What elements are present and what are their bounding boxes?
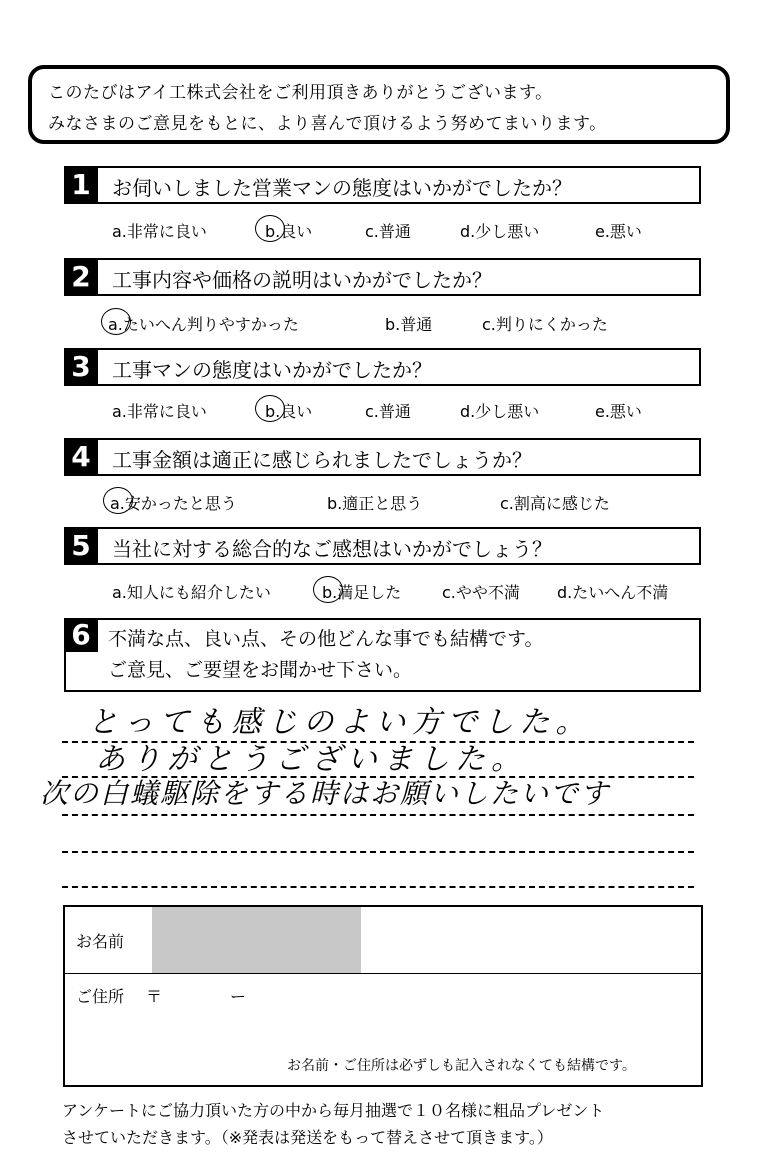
q2-option-b[interactable]: b.普通 [385, 315, 433, 334]
name-field-redacted[interactable] [152, 907, 361, 973]
q3-option-d[interactable]: d.少し悪い [460, 402, 540, 421]
q3-option-a[interactable]: a.非常に良い [112, 402, 207, 421]
question-3-text: 工事マンの態度はいかがでしたか？ [112, 358, 432, 382]
q5-option-c[interactable]: c.やや不満 [442, 583, 520, 602]
question-1-text: お伺いしました営業マンの態度はいかがでしたか？ [112, 176, 572, 200]
answer-line-4 [62, 851, 694, 853]
answer-line-3 [62, 814, 694, 816]
q5-option-a[interactable]: a.知人にも紹介したい [112, 583, 271, 602]
q3-option-b[interactable]: b.良い [265, 402, 313, 421]
q4-option-b[interactable]: b.適正と思う [327, 494, 423, 513]
intro-line-1: このたびはアイ工株式会社をご利用頂きありがとうございます。 [48, 83, 553, 103]
q4-option-c[interactable]: c.割高に感じた [500, 494, 610, 513]
question-2-number: 2 [64, 258, 98, 296]
name-label: お名前 [76, 932, 125, 951]
footer-line-1: アンケートにご協力頂いた方の中から毎月抽選で１０名様に粗品プレゼント [62, 1101, 605, 1120]
question-6-line-2: ご意見、ご要望をお聞かせ下さい。 [108, 659, 413, 681]
privacy-note: お名前・ご住所は必ずしも記入されなくても結構です。 [287, 1058, 636, 1074]
question-1-number: 1 [64, 166, 98, 204]
question-2-text: 工事内容や価格の説明はいかがでしたか？ [112, 268, 492, 292]
q1-option-a[interactable]: a.非常に良い [112, 222, 207, 241]
q1-selected-circle [255, 215, 285, 242]
q5-selected-circle [313, 576, 343, 603]
q1-option-b[interactable]: b.良い [265, 222, 313, 241]
q2-option-a[interactable]: a.たいへん判りやすかった [108, 315, 299, 334]
question-5-number: 5 [64, 527, 98, 565]
handwritten-line-1: とっても感じのよい方でした。 [88, 705, 592, 740]
q3-selected-circle [255, 395, 285, 422]
form-divider [64, 973, 702, 974]
postal-mark: 〒 [146, 987, 163, 1006]
intro-box [28, 65, 730, 144]
postal-dash: ー [230, 987, 247, 1006]
question-4-text: 工事金額は適正に感じられましたでしょうか？ [112, 448, 532, 472]
handwritten-line-2: ありがとうございました。 [95, 742, 527, 777]
question-3-number: 3 [64, 348, 98, 386]
answer-line-5 [62, 886, 694, 888]
q3-option-c[interactable]: c.普通 [365, 402, 411, 421]
q5-option-b[interactable]: b.満足した [322, 583, 402, 602]
q1-option-c[interactable]: c.普通 [365, 222, 411, 241]
question-4-number: 4 [64, 438, 98, 476]
q1-option-e[interactable]: e.悪い [595, 222, 642, 241]
q4-option-a[interactable]: a.安かったと思う [110, 494, 237, 513]
q4-selected-circle [103, 487, 133, 514]
q5-option-d[interactable]: d.たいへん不満 [557, 583, 669, 602]
question-6-number: 6 [64, 618, 98, 652]
question-5-text: 当社に対する総合的なご感想はいかがでしょう？ [112, 537, 552, 561]
footer-line-2: させていただきます。（※発表は発送をもって替えさせて頂きます。） [62, 1128, 553, 1147]
question-6-line-1: 不満な点、良い点、その他どんな事でも結構です。 [108, 628, 544, 650]
intro-line-2: みなさまのご意見をもとに、より喜んで頂けるよう努めてまいります。 [48, 114, 607, 134]
q3-option-e[interactable]: e.悪い [595, 402, 642, 421]
q2-selected-circle [101, 308, 131, 335]
q1-option-d[interactable]: d.少し悪い [460, 222, 540, 241]
address-label: ご住所 [76, 987, 125, 1006]
handwritten-line-3: 次の白蟻駆除をする時はお願いしたいです [40, 777, 611, 810]
q2-option-c[interactable]: c.判りにくかった [482, 315, 608, 334]
